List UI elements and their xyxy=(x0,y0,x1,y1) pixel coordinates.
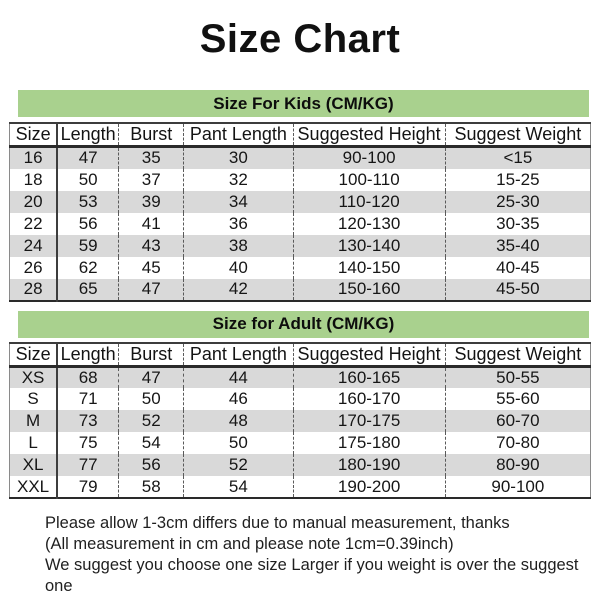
adult-section-header: Size for Adult (CM/KG) xyxy=(18,311,589,338)
table-cell: 56 xyxy=(78,213,98,233)
table-cell: 25-30 xyxy=(445,191,590,213)
table-cell: 60-70 xyxy=(445,410,590,432)
table-cell: 130-140 xyxy=(293,235,445,257)
table-row xyxy=(10,257,591,279)
table-cell: 70-80 xyxy=(445,432,590,454)
table-cell: 56 xyxy=(119,454,184,476)
table-row xyxy=(10,432,591,454)
footer-note-measurement: Please allow 1-3cm differs due to manual measurement, thanks xyxy=(45,514,510,532)
table-cell: 45 xyxy=(119,257,184,279)
table-cell: 32 xyxy=(184,169,293,191)
table-cell: L xyxy=(10,432,58,454)
table-cell: 80-90 xyxy=(445,454,590,476)
column-header: Suggested Height xyxy=(293,123,445,147)
column-header: Pant Length xyxy=(184,343,293,367)
table-row xyxy=(10,388,591,410)
column-header: Suggest Weight xyxy=(445,343,590,367)
table-cell: 26 xyxy=(10,257,58,279)
table-cell: 40 xyxy=(184,257,293,279)
kids-section-header: Size For Kids (CM/KG) xyxy=(18,90,589,117)
table-cell: 150-160 xyxy=(293,279,445,301)
table-cell: 48 xyxy=(184,410,293,432)
table-cell: 54 xyxy=(184,476,293,498)
column-header: Suggested Height xyxy=(293,343,445,367)
table-cell: 77 xyxy=(78,455,98,474)
adult-table-body xyxy=(10,366,591,498)
kids-table-body xyxy=(10,147,591,301)
table-cell: 62 xyxy=(78,257,98,277)
adult-size-table xyxy=(9,342,591,500)
table-cell: 50 xyxy=(184,432,293,454)
table-cell: 24 xyxy=(10,235,58,257)
column-header: Size xyxy=(10,343,58,367)
table-cell: 47 xyxy=(119,366,184,388)
table-cell: 68 xyxy=(78,367,98,387)
column-header: Length xyxy=(60,343,116,364)
table-cell: 16 xyxy=(10,147,58,169)
table-cell: 52 xyxy=(119,410,184,432)
table-row xyxy=(10,410,591,432)
page-title: Size Chart xyxy=(199,17,401,61)
table-cell: 58 xyxy=(119,476,184,498)
table-row xyxy=(10,235,591,257)
column-header: Suggest Weight xyxy=(445,123,590,147)
table-cell: 53 xyxy=(78,191,98,211)
table-cell: XS xyxy=(10,366,58,388)
table-row xyxy=(10,213,591,235)
table-cell: 73 xyxy=(78,411,98,430)
table-cell: XXL xyxy=(10,476,58,498)
table-row xyxy=(10,366,591,388)
table-cell: M xyxy=(10,410,58,432)
table-cell: 22 xyxy=(10,213,58,235)
table-cell: 30 xyxy=(184,147,293,169)
table-cell: 50 xyxy=(78,169,98,189)
table-cell: 34 xyxy=(184,191,293,213)
table-cell: 90-100 xyxy=(293,147,445,169)
table-cell: 39 xyxy=(119,191,184,213)
table-cell: 18 xyxy=(10,169,58,191)
table-cell: 90-100 xyxy=(445,476,590,498)
column-header: Burst xyxy=(119,343,184,367)
table-cell: 50 xyxy=(119,388,184,410)
table-cell: 46 xyxy=(184,388,293,410)
table-cell: 44 xyxy=(184,366,293,388)
table-cell: 52 xyxy=(184,454,293,476)
kids-size-table xyxy=(9,122,591,302)
table-cell: 20 xyxy=(10,191,58,213)
table-row xyxy=(10,191,591,213)
table-cell: 41 xyxy=(119,213,184,235)
table-row xyxy=(10,454,591,476)
table-cell: XL xyxy=(10,454,58,476)
footer-note-sizing-advice: We suggest you choose one size Larger if you weight is over the suggest one xyxy=(45,556,579,595)
table-cell: 170-175 xyxy=(293,410,445,432)
table-cell: <15 xyxy=(445,147,590,169)
table-cell: 37 xyxy=(119,169,184,191)
adult-table-header-row xyxy=(10,343,591,367)
table-cell: S xyxy=(10,388,58,410)
table-cell: 15-25 xyxy=(445,169,590,191)
table-cell: 50-55 xyxy=(445,366,590,388)
kids-section xyxy=(0,90,600,302)
table-cell: 175-180 xyxy=(293,432,445,454)
table-cell: 54 xyxy=(119,432,184,454)
table-cell: 55-60 xyxy=(445,388,590,410)
column-header: Length xyxy=(60,124,116,144)
column-header: Size xyxy=(10,123,58,147)
table-row xyxy=(10,147,591,169)
table-row xyxy=(10,476,591,498)
table-cell: 59 xyxy=(78,235,98,255)
table-cell: 40-45 xyxy=(445,257,590,279)
table-row xyxy=(10,169,591,191)
table-cell: 36 xyxy=(184,213,293,235)
table-cell: 28 xyxy=(10,279,58,301)
table-cell: 45-50 xyxy=(445,279,590,301)
table-cell: 100-110 xyxy=(293,169,445,191)
kids-table-header-row xyxy=(10,123,591,147)
table-cell: 35-40 xyxy=(445,235,590,257)
table-cell: 38 xyxy=(184,235,293,257)
table-cell: 160-170 xyxy=(293,388,445,410)
table-cell: 47 xyxy=(119,279,184,301)
table-cell: 79 xyxy=(78,476,98,496)
table-cell: 47 xyxy=(78,148,98,168)
table-cell: 160-165 xyxy=(293,366,445,388)
column-header: Burst xyxy=(119,123,184,147)
table-cell: 42 xyxy=(184,279,293,301)
table-cell: 43 xyxy=(119,235,184,257)
table-cell: 71 xyxy=(78,389,98,408)
footer-notes xyxy=(45,513,580,597)
table-cell: 180-190 xyxy=(293,454,445,476)
footer-note-units: (All measurement in cm and please note 1cm=0.39inch) xyxy=(45,535,454,553)
table-cell: 190-200 xyxy=(293,476,445,498)
table-cell: 110-120 xyxy=(293,191,445,213)
table-row xyxy=(10,279,591,301)
table-cell: 120-130 xyxy=(293,213,445,235)
table-cell: 140-150 xyxy=(293,257,445,279)
size-chart-image xyxy=(0,14,600,614)
table-cell: 75 xyxy=(78,433,98,452)
table-cell: 35 xyxy=(119,147,184,169)
table-cell: 30-35 xyxy=(445,213,590,235)
adult-section xyxy=(0,311,600,500)
table-cell: 65 xyxy=(78,279,98,298)
column-header: Pant Length xyxy=(184,123,293,147)
